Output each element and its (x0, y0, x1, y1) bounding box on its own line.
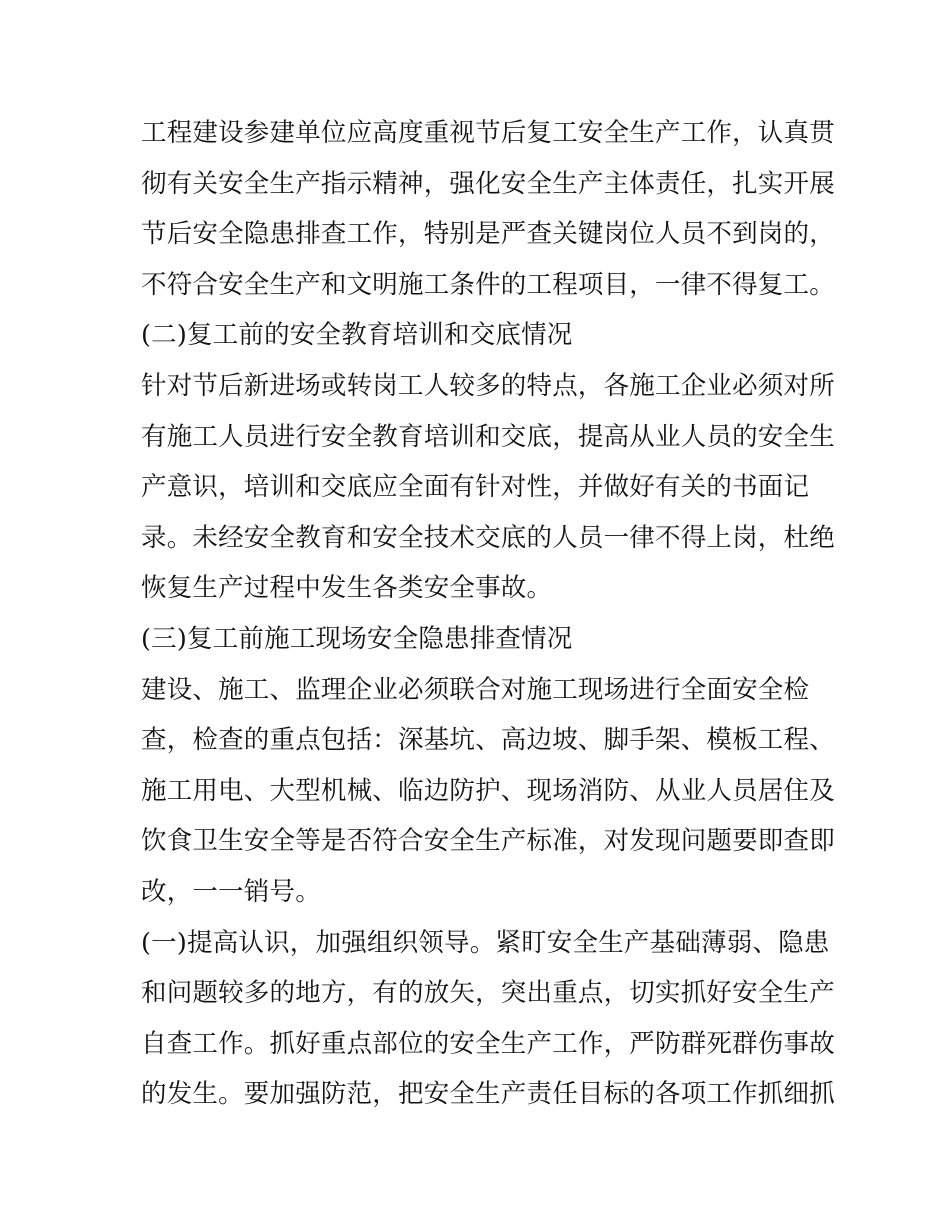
text-line: 建设、施工、监理企业必须联合对施工现场进行全面安全检 (141, 674, 810, 705)
text-line: 不符合安全生产和文明施工条件的工程项目，一律不得复工。 (141, 269, 835, 300)
text-line: 工程建设参建单位应高度重视节后复工安全生产工作，认真贯 (141, 118, 835, 148)
text-line: 产意识，培训和交底应全面有针对性，并做好有关的书面记 (141, 472, 810, 503)
text-line: (一)提高认识，加强组织领导。紧盯安全生产基础薄弱、隐患 (141, 927, 830, 958)
text-line: 查，检查的重点包括：深基坑、高边坡、脚手架、模板工程、 (141, 725, 835, 756)
document-body (141, 108, 835, 1120)
text-line: 的发生。要加强防范，把安全生产责任目标的各项工作抓细抓 (141, 1079, 835, 1110)
text-line: 自查工作。抓好重点部位的安全生产工作，严防群死群伤事故 (141, 1028, 835, 1059)
text-line: 录。未经安全教育和安全技术交底的人员一律不得上岗，杜绝 (141, 522, 835, 553)
text-line: 针对节后新进场或转岗工人较多的特点，各施工企业必须对所 (141, 370, 835, 401)
text-line: 施工用电、大型机械、临边防护、现场消防、从业人员居住及 (141, 775, 835, 806)
text-line: 节后安全隐患排查工作，特别是严查关键岗位人员不到岗的， (141, 219, 835, 250)
text-line: 饮食卫生安全等是否符合安全生产标准，对发现问题要即查即 (141, 826, 835, 857)
section-heading: (二)复工前的安全教育培训和交底情况 (141, 320, 573, 351)
text-line: 恢复生产过程中发生各类安全事故。 (141, 573, 553, 604)
text-line: 改，一一销号。 (141, 876, 321, 907)
text-line: 彻有关安全生产指示精神，强化安全生产主体责任，扎实开展 (141, 168, 835, 199)
text-line: 有施工人员进行安全教育培训和交底，提高从业人员的安全生 (141, 421, 835, 452)
text-line: 和问题较多的地方，有的放矢，突出重点，切实抓好安全生产 (141, 978, 835, 1009)
section-heading: (三)复工前施工现场安全隐患排查情况 (141, 623, 573, 654)
